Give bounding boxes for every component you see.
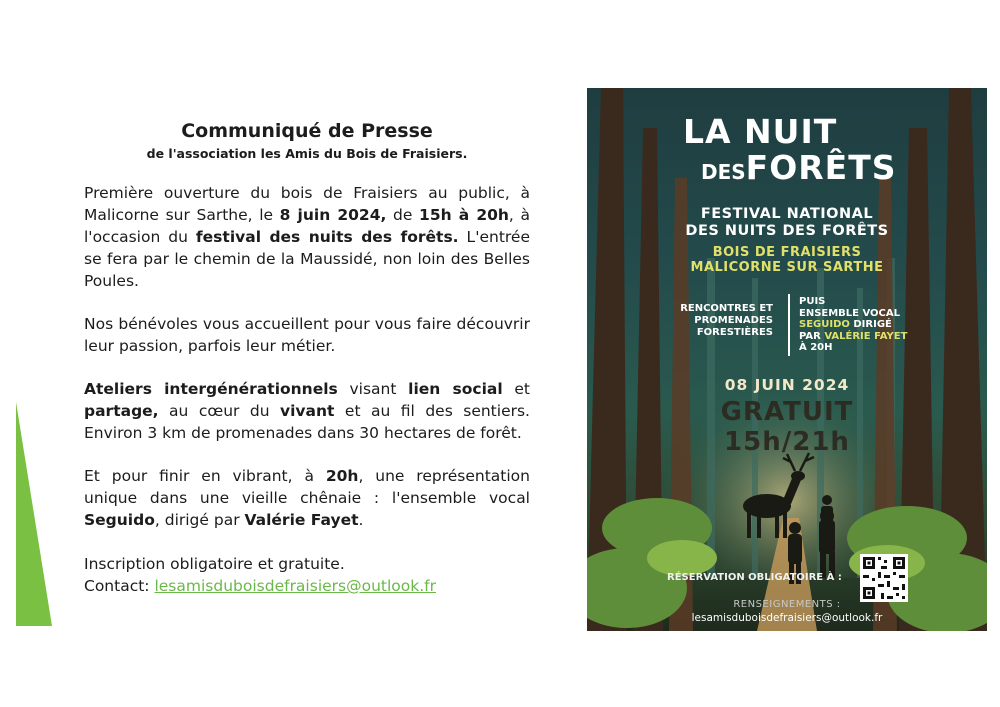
press-release [84, 118, 530, 597]
contact-label: Contact: [84, 577, 155, 595]
poster-festival-name: FESTIVAL NATIONAL DES NUITS DES FORÊTS [685, 206, 889, 239]
event-poster [587, 88, 987, 631]
poster-date: 08 JUIN 2024 [724, 376, 850, 394]
registration-note: Inscription obligatoire et gratuite. [84, 555, 345, 573]
press-title: Communiqué de Presse [181, 120, 433, 142]
press-subtitle: de l'association les Amis du Bois de Fraisiers. [146, 146, 468, 161]
paragraph-contact [84, 553, 530, 597]
contact-email-link[interactable]: lesamisduboisdefraisiers@outlook.fr [154, 577, 436, 595]
poster-info-email[interactable]: lesamisduboisdefraisiers@outlook.fr [691, 612, 883, 624]
green-accent-triangle [16, 402, 52, 626]
poster-reservation: RÉSERVATION OBLIGATOIRE À : [667, 572, 842, 583]
paragraph-opening: Première ouverture du bois de Fraisiers au public, à Malicorne sur Sarthe, le 8 juin 2024, de 15h à 20h, à l'occasion du festival des nuits des forêts. L'entrée se fera par le chemin de la Maussidé, non loin des Belles Poules. [84, 184, 530, 290]
poster-hours: 15h/21h [724, 427, 850, 457]
poster-concert: PUIS ENSEMBLE VOCAL SEGUIDO DIRIGÉ PAR VALÉRIE FAYET À 20H [799, 296, 908, 353]
poster-title-line2: DESFORÊTS [701, 148, 897, 187]
event-date: 8 juin 2024, [279, 206, 387, 224]
paragraph-workshops: Ateliers intergénérationnels visant lien social et partage, au cœur du vivant et au fil des sentiers. Environ 3 km de promenades dans 30 hectares de forêt. [84, 380, 531, 442]
festival-name: festival des nuits des forêts. [195, 228, 459, 246]
poster-activities: RENCONTRES ET PROMENADES FORESTIÈRES [680, 303, 773, 338]
poster-title-line1: LA NUIT [683, 112, 838, 151]
poster-free: GRATUIT [720, 397, 854, 427]
poster-venue: BOIS DE FRAISIERS MALICORNE SUR SARTHE [690, 245, 884, 275]
qr-code-icon[interactable] [860, 554, 908, 602]
paragraph-concert: Et pour finir en vibrant, à 20h, une représentation unique dans une vieille chênaie : l'ensemble vocal Seguido, dirigé par Valérie Fayet. [84, 467, 530, 529]
event-hours: 15h à 20h [419, 206, 509, 224]
poster-divider [788, 294, 790, 356]
paragraph-volunteers: Nos bénévoles vous accueillent pour vous faire découvrir leur passion, parfois leur métier. [84, 315, 530, 355]
poster-info-label: RENSEIGNEMENTS : [733, 599, 841, 610]
